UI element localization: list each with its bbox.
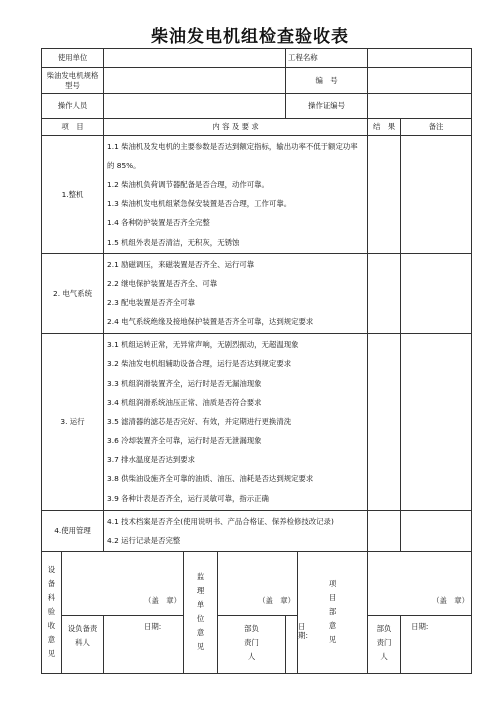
label-gen-spec: 柴油发电机规格型号 [42,68,104,94]
inspection-table [41,48,472,674]
supervision-opinion-text: 监理单位意见 [196,572,205,652]
list-item: 3.4 机组润滑系统油压正常、油质是否符合要求 [107,397,262,407]
header-row-user-unit [42,49,472,68]
equipment-person-text: 设负备责科人 [67,623,98,647]
value-user-unit[interactable] [104,49,286,68]
result-cell[interactable] [368,510,401,551]
result-cell[interactable] [368,333,401,510]
remark-cell[interactable] [401,136,472,254]
value-operator[interactable] [104,94,286,119]
supervision-date-cell[interactable] [286,615,308,673]
col-result: 结 果 [368,119,401,136]
list-item: 3.2 柴油发电机组辅助设备合理，运行是否达到规定要求 [107,359,292,369]
section-name: 1.整机 [42,136,104,254]
project-dept-opinion-label [298,551,368,673]
list-item: 3.8 供柴油设施齐全可靠的油质、油压、油耗是否达到规定要求 [107,474,314,484]
remark-cell[interactable] [401,510,472,551]
section-content [104,253,368,333]
label-op-cert: 操作证编号 [286,94,368,119]
equipment-date-cell[interactable] [104,615,184,673]
label-project-name: 工程名称 [286,49,368,68]
section-name: 4.使用管理 [42,510,104,551]
list-item: 1.2 柴油机负荷调节器配备是否合理，动作可靠。 [107,180,269,189]
result-cell[interactable] [368,136,401,254]
project-dept-person-label [368,615,401,673]
col-item: 项 目 [42,119,104,136]
section-row [42,253,472,333]
project-dept-seal-cell[interactable] [368,551,472,615]
section-name: 2. 电气系统 [42,253,104,333]
remark-cell[interactable] [401,253,472,333]
project-dept-opinion-text: 项目部意见 [328,579,337,645]
section-content [104,333,368,510]
equipment-date-label: 日期: [144,621,162,631]
list-item: 3.6 冷却装置齐全可靠，运行时是否无泄漏现象 [107,436,262,446]
section-row [42,333,472,510]
header-row-spec [42,68,472,94]
project-dept-seal: （盖 章） [432,595,470,605]
value-op-cert[interactable] [368,94,472,119]
list-item: 3.3 机组润滑装置齐全，运行时是否无漏油现象 [107,378,262,388]
list-item: 4.1 技术档案是否齐全(使用说明书、产品合格证、保养检修技改记录) [107,516,334,526]
list-item: 1.5 机组外表是否清洁，无积灰，无锈蚀 [107,237,240,247]
equipment-seal: （盖 章） [144,595,182,605]
column-header-row [42,119,472,136]
label-number: 编 号 [286,68,368,94]
list-item: 1.1 柴油机及发电机的主要参数是否达到额定指标，输出功率不低于额定功率的 85%。 [107,142,358,170]
remark-cell[interactable] [401,333,472,510]
supervision-date-label: 日期: [298,621,308,641]
supervision-person-label [218,615,286,673]
section-name: 3. 运行 [42,333,104,510]
equipment-opinion-text: 设备科验收意见 [47,565,56,659]
section-content [104,136,368,254]
page-title: 柴油发电机组检查验收表 [151,27,349,47]
project-dept-date-label: 日期: [411,621,429,631]
header-row-operator [42,94,472,119]
list-item: 1.4 各种防护装置是否齐全完整 [107,218,210,228]
value-project-name[interactable] [368,49,472,68]
section-content [104,510,368,551]
col-remark: 备注 [401,119,472,136]
value-gen-spec[interactable] [104,68,286,94]
list-item: 3.7 排水温度是否达到要求 [107,455,196,465]
equipment-seal-cell[interactable] [62,551,184,615]
list-item: 2.1 励磁调压，来磁装置是否齐全、运行可靠 [107,259,255,269]
result-cell[interactable] [368,253,401,333]
signoff-row-seal [42,551,472,615]
list-item: 3.9 各种计表是否齐全，运行灵敏可靠，指示正确 [107,493,269,503]
label-operator: 操作人员 [42,94,104,119]
label-user-unit: 使用单位 [42,49,104,68]
project-dept-person-text: 部负责门人 [376,623,392,661]
list-item: 3.5 滤清器的滤芯是否完好、有效，并定期进行更换清洗 [107,416,292,426]
list-item: 2.2 继电保护装置是否齐全、可靠 [107,278,218,288]
col-content: 内 容 及 要 求 [104,119,368,136]
list-item: 3.1 机组运转正常，无异常声响，无剧烈振动，无超温现象 [107,340,299,350]
supervision-seal: （盖 章） [258,595,296,605]
section-row [42,136,472,254]
equipment-person-label [62,615,104,673]
value-number[interactable] [368,68,472,94]
list-item: 2.3 配电装置是否齐全可靠 [107,298,196,308]
section-row [42,510,472,551]
list-item: 2.4 电气系统绝缘及接地保护装置是否齐全可靠，达到规定要求 [107,317,314,327]
signoff-row-person [42,615,472,673]
project-dept-date-cell[interactable] [401,615,472,673]
supervision-opinion-label [184,551,218,673]
equipment-opinion-label [42,551,62,673]
list-item: 4.2 运行记录是否完整 [107,535,181,545]
list-item: 1.3 柴油机发电机组紧急保安装置是否合理，工作可靠。 [107,199,292,209]
supervision-person-text: 部负责门人 [244,623,259,661]
supervision-seal-cell[interactable] [218,551,298,615]
